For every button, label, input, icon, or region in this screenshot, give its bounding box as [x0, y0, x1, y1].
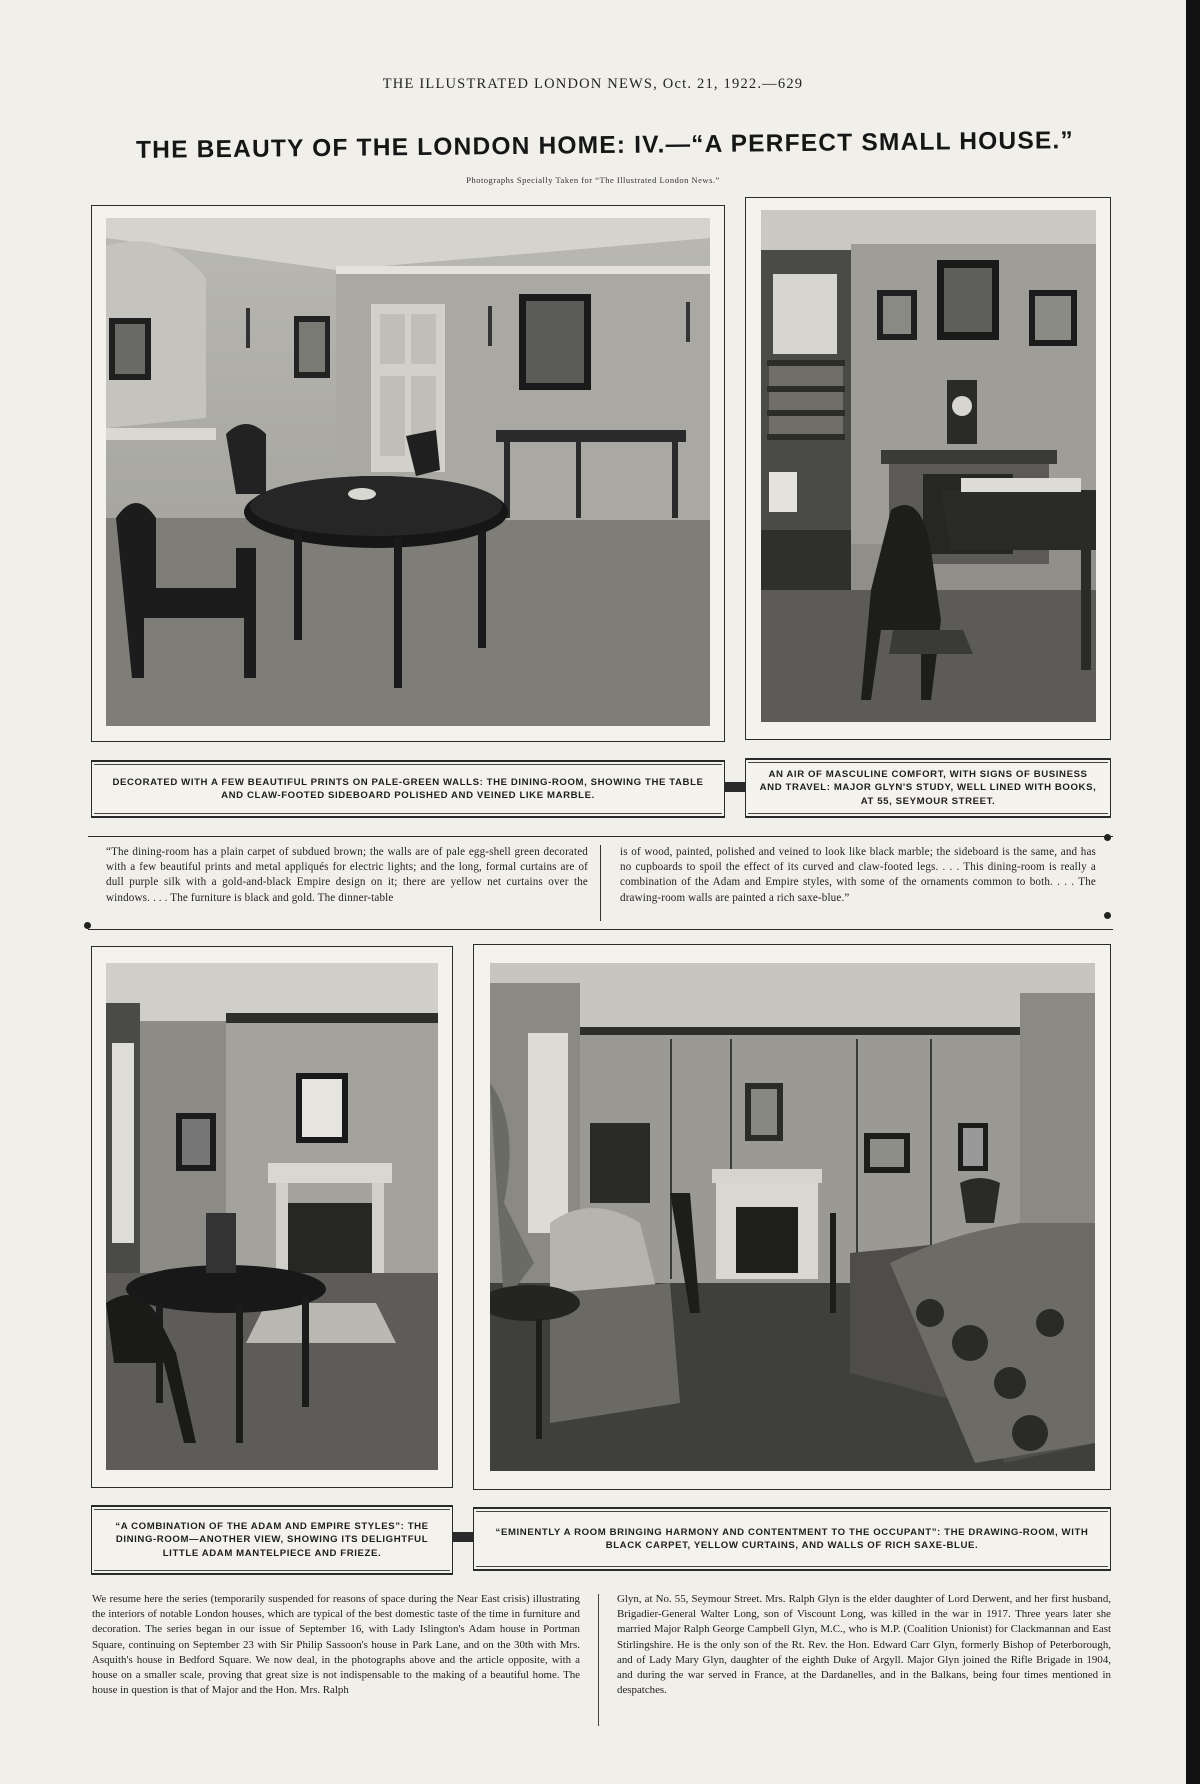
photo-dining-room	[106, 218, 710, 726]
photo-dining-room-2	[106, 963, 438, 1470]
pull-quote-left: “The dining-room has a plain carpet of subdued brown; the walls are of pale egg-shell green decorated with a few beautiful prints and metal appliqués for electric lights; and the long, formal curtains are of dull purple silk with a gold-and-black Empire design on it; there are yellow net curtains over the windows. . . . The furniture is black and gold. The dinner-table	[106, 846, 588, 904]
pull-quote-divider	[600, 845, 601, 921]
caption-connector	[725, 782, 745, 792]
ornament-dot	[84, 922, 91, 929]
ornament-dot	[1104, 912, 1111, 919]
column-divider	[598, 1594, 599, 1726]
photo-drawing-room	[490, 963, 1095, 1471]
caption-study: AN AIR OF MASCULINE COMFORT, WITH SIGNS OF BUSINESS AND TRAVEL: MAJOR GLYN'S STUDY, WELL LINED WITH BOOKS, AT 55, SEYMOUR STREET.	[745, 758, 1111, 818]
pull-quote	[88, 836, 1113, 930]
running-head: THE ILLUSTRATED LONDON NEWS, Oct. 21, 1922.—629	[382, 76, 804, 92]
caption-dining-room: DECORATED WITH A FEW BEAUTIFUL PRINTS ON PALE-GREEN WALLS: THE DINING-ROOM, SHOWING THE TABLE AND CLAW-FOOTED SIDEBOARD POLISHED AND VEINED LIKE MARBLE.	[91, 760, 725, 818]
photo-study	[761, 210, 1096, 722]
page-title: THE BEAUTY OF THE LONDON HOME: IV.—“A PERFECT SMALL HOUSE.”	[135, 127, 1075, 164]
article-column-right: Glyn, at No. 55, Seymour Street. Mrs. Ralph Glyn is the elder daughter of Lord Derwent, and her first husband, Brigadier-General Walter Long, son of Viscount Long, was killed in the war in 1917. Three years later she married Major Ralph George Campbell Glyn, M.C., who is M.P. (Coalition Unionist) for Clackmannan and East Stirlingshire. He is the only son of the Rt. Rev. the Hon. Edward Carr Glyn, formerly Bishop of Peterborough, and of Lady Mary Glyn, daughter of the eighth Duke of Argyll. Major Glyn joined the Rifle Brigade in 1904, and during the war served in France, at the Dardanelles, and in the Balkans, being four times mentioned in despatches.	[617, 1593, 1111, 1697]
photo-credit: Photographs Specially Taken for “The Illustrated London News.”	[466, 175, 720, 185]
caption-dining-room-2: “A COMBINATION OF THE ADAM AND EMPIRE STYLES”: THE DINING-ROOM—ANOTHER VIEW, SHOWING ITS DELIGHTFUL LITTLE ADAM MANTELPIECE AND FRIEZE.	[91, 1505, 453, 1575]
article-column-left: We resume here the series (temporarily suspended for reasons of space during the Near East crisis) illustrating the interiors of notable London houses, which are typical of the best domestic taste of the time in furniture and decoration. The series began in our issue of September 16, with Lady Islington's Adam house in Portman Square, continuing on September 23 with Sir Philip Sassoon's house in Park Lane, and on the 30th with Mrs. Asquith's house in Bedford Square. We now deal, in the photographs above and the article opposite, with a house on a smaller scale, proving that great size is not indispensable to the making of a beautiful home. The house in question is that of Major and the Hon. Mrs. Ralph	[92, 1593, 580, 1697]
caption-drawing-room: “EMINENTLY A ROOM BRINGING HARMONY AND CONTENTMENT TO THE OCCUPANT”: THE DRAWING-ROOM, WITH BLACK CARPET, YELLOW CURTAINS, AND WALLS OF RICH SAXE-BLUE.	[473, 1507, 1111, 1571]
caption-connector	[453, 1532, 473, 1542]
ornament-dot	[1104, 834, 1111, 841]
pull-quote-right: is of wood, painted, polished and veined to look like black marble; the sideboard is the same, and has no cupboards to spoil the effect of its curved and claw-footed legs. . . . This dining-room is really a combination of the Adam and Empire styles, with some of the ornaments common to both. . . . The drawing-room walls are painted a rich saxe-blue.”	[620, 846, 1096, 904]
